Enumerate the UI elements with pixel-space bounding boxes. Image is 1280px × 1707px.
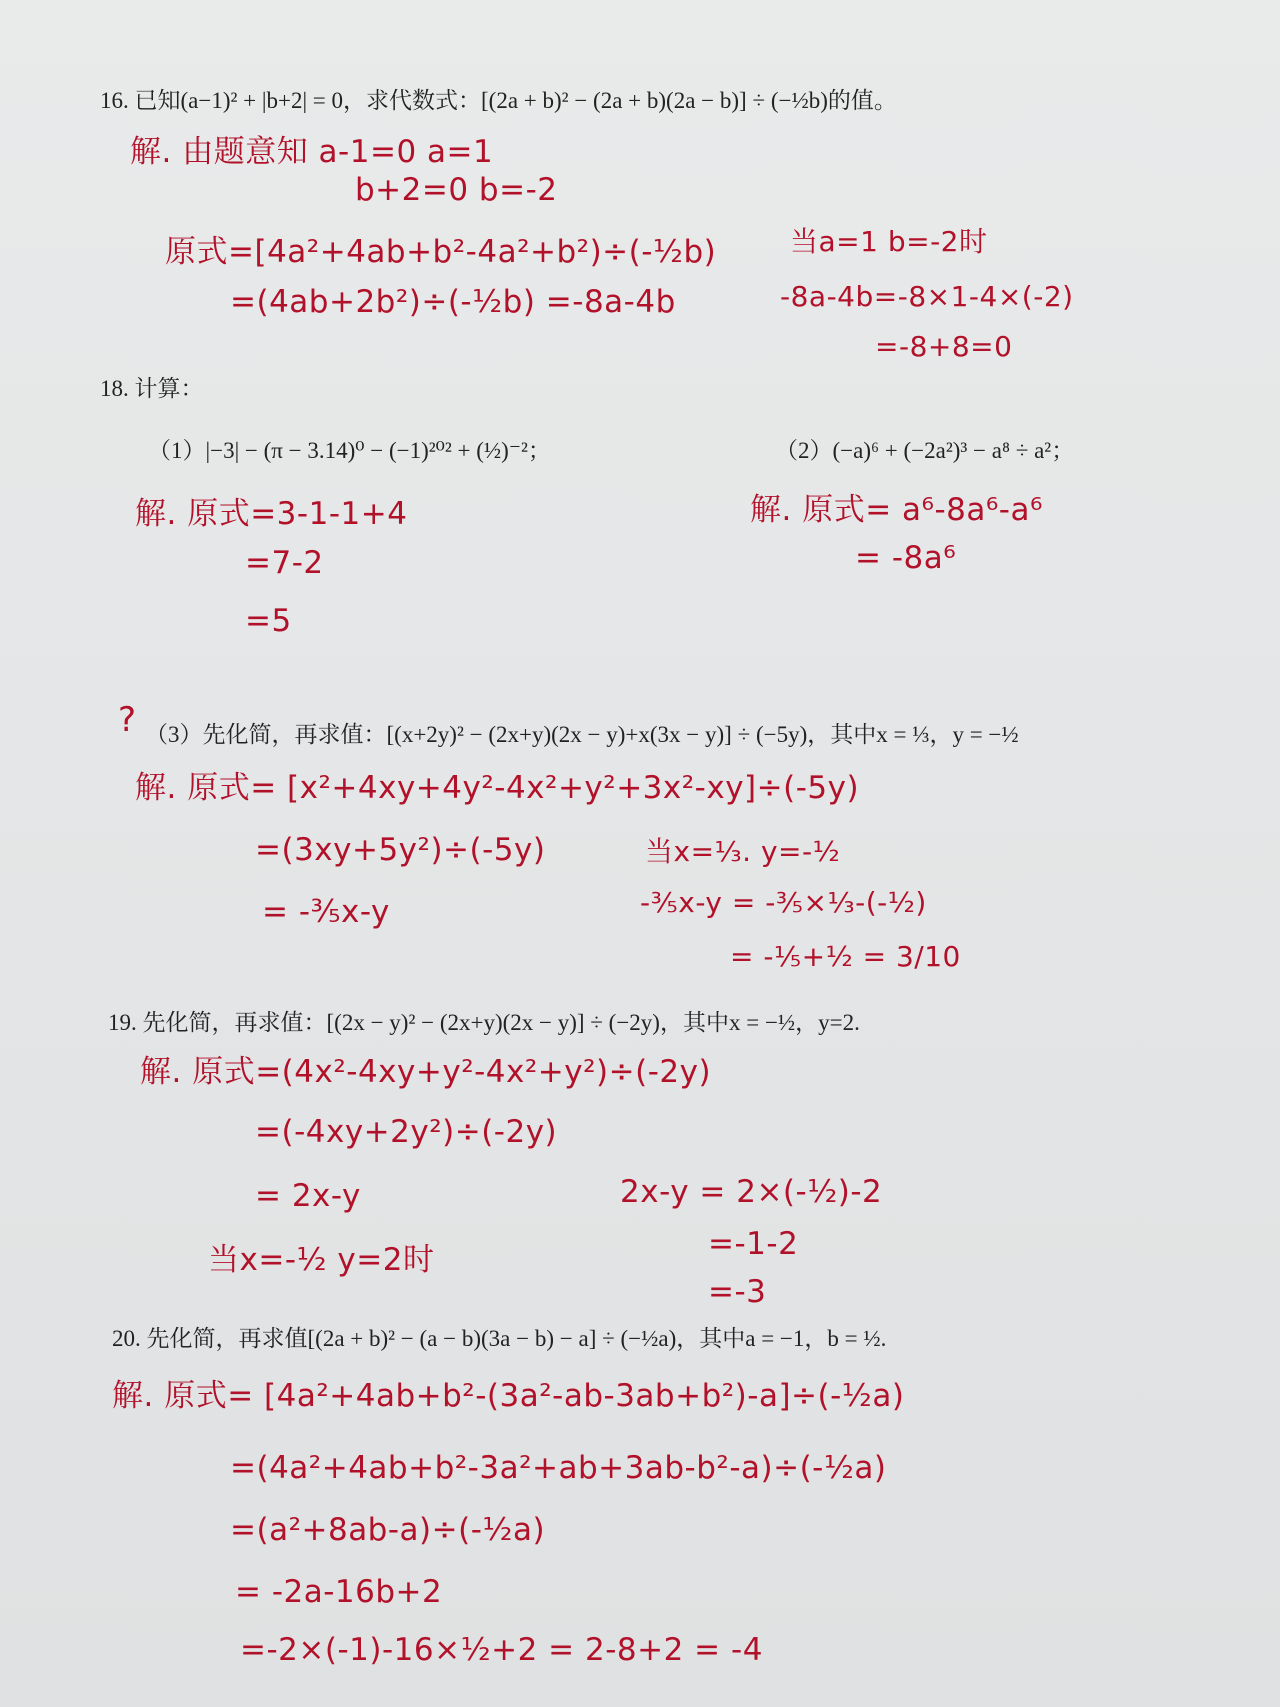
q18-part-3-line-1: 解. 原式= [x²+4xy+4y²-4x²+y²+3x²-xy]÷(-5y) [135, 770, 860, 806]
q18-part-3-eval-line-1: 当x=⅓. y=-½ [645, 835, 841, 868]
q18-part-2-prompt: （2）(−a)⁶ + (−2a²)³ − a⁸ ÷ a²； [775, 438, 1075, 463]
q18-part-2-line-1: 解. 原式= a⁶-8a⁶-a⁶ [750, 492, 1043, 528]
q20-solution-line-4: = -2a-16b+2 [235, 1574, 443, 1610]
q16-solution-line-1: 解. 由题意知 a-1=0 a=1 [130, 134, 494, 170]
q16-evaluation-line-1: 当a=1 b=-2时 [790, 225, 988, 258]
q18-part-2-line-2: = -8a⁶ [855, 540, 957, 576]
q19-evaluation-line-2: =-1-2 [708, 1226, 799, 1262]
q18-part-1-line-1: 解. 原式=3-1-1+4 [135, 496, 408, 532]
q18-part-1-line-2: =7-2 [245, 545, 324, 581]
q18-part-3-prompt: （3）先化简，再求值：[(x+2y)² − (2x+y)(2x − y)+x(3x − y)] ÷ (−5y)，其中x = ⅓，y = −½ [145, 722, 1019, 747]
q20-solution-line-2: =(4a²+4ab+b²-3a²+ab+3ab-b²-a)÷(-½a) [230, 1450, 887, 1486]
q18-part-3-line-3: = -⅗x-y [262, 894, 390, 930]
q19-solution-line-1: 解. 原式=(4x²-4xy+y²-4x²+y²)÷(-2y) [140, 1054, 712, 1090]
q18-heading: 18. 计算： [100, 376, 204, 401]
q16-solution-line-2: b+2=0 b=-2 [355, 172, 558, 208]
q16-evaluation-line-3: =-8+8=0 [875, 330, 1013, 363]
q19-solution-line-2: =(-4xy+2y²)÷(-2y) [255, 1114, 558, 1150]
q20-prompt: 20. 先化简，再求值[(2a + b)² − (a − b)(3a − b) − a] ÷ (−½a)，其中a = −1，b = ½. [112, 1326, 887, 1351]
q19-evaluation-line-1: 2x-y = 2×(-½)-2 [620, 1174, 883, 1210]
q18-part-1-prompt: （1）|−3| − (π − 3.14)⁰ − (−1)²⁰² + (½)⁻²； [148, 438, 551, 463]
q18-part-3-eval-line-2: -⅗x-y = -⅗×⅓-(-½) [640, 886, 927, 919]
q20-solution-line-3: =(a²+8ab-a)÷(-½a) [230, 1512, 546, 1548]
question-mark-annotation: ? [118, 700, 137, 740]
q16-solution-line-3: 原式=[4a²+4ab+b²-4a²+b²)÷(-½b) [165, 234, 717, 270]
q18-part-3-line-2: =(3xy+5y²)÷(-5y) [255, 832, 546, 868]
q20-solution-line-1: 解. 原式= [4a²+4ab+b²-(3a²-ab-3ab+b²)-a]÷(-½a) [112, 1378, 905, 1414]
q18-part-1-line-3: =5 [245, 603, 292, 639]
q18-part-3-eval-line-3: = -⅕+½ = 3/10 [730, 940, 961, 973]
q19-solution-line-3: = 2x-y [255, 1178, 361, 1214]
q19-solution-line-4: 当x=-½ y=2时 [208, 1242, 435, 1278]
q16-evaluation-line-2: -8a-4b=-8×1-4×(-2) [780, 280, 1074, 313]
q16-prompt: 16. 已知(a−1)² + |b+2| = 0，求代数式：[(2a + b)² − (2a + b)(2a − b)] ÷ (−½b)的值。 [100, 88, 897, 113]
q16-solution-line-4: =(4ab+2b²)÷(-½b) =-8a-4b [230, 284, 676, 320]
q19-evaluation-line-3: =-3 [708, 1274, 767, 1310]
q20-solution-line-5: =-2×(-1)-16×½+2 = 2-8+2 = -4 [240, 1632, 763, 1668]
q19-prompt: 19. 先化简，再求值：[(2x − y)² − (2x+y)(2x − y)] ÷ (−2y)，其中x = −½，y=2. [108, 1010, 860, 1035]
